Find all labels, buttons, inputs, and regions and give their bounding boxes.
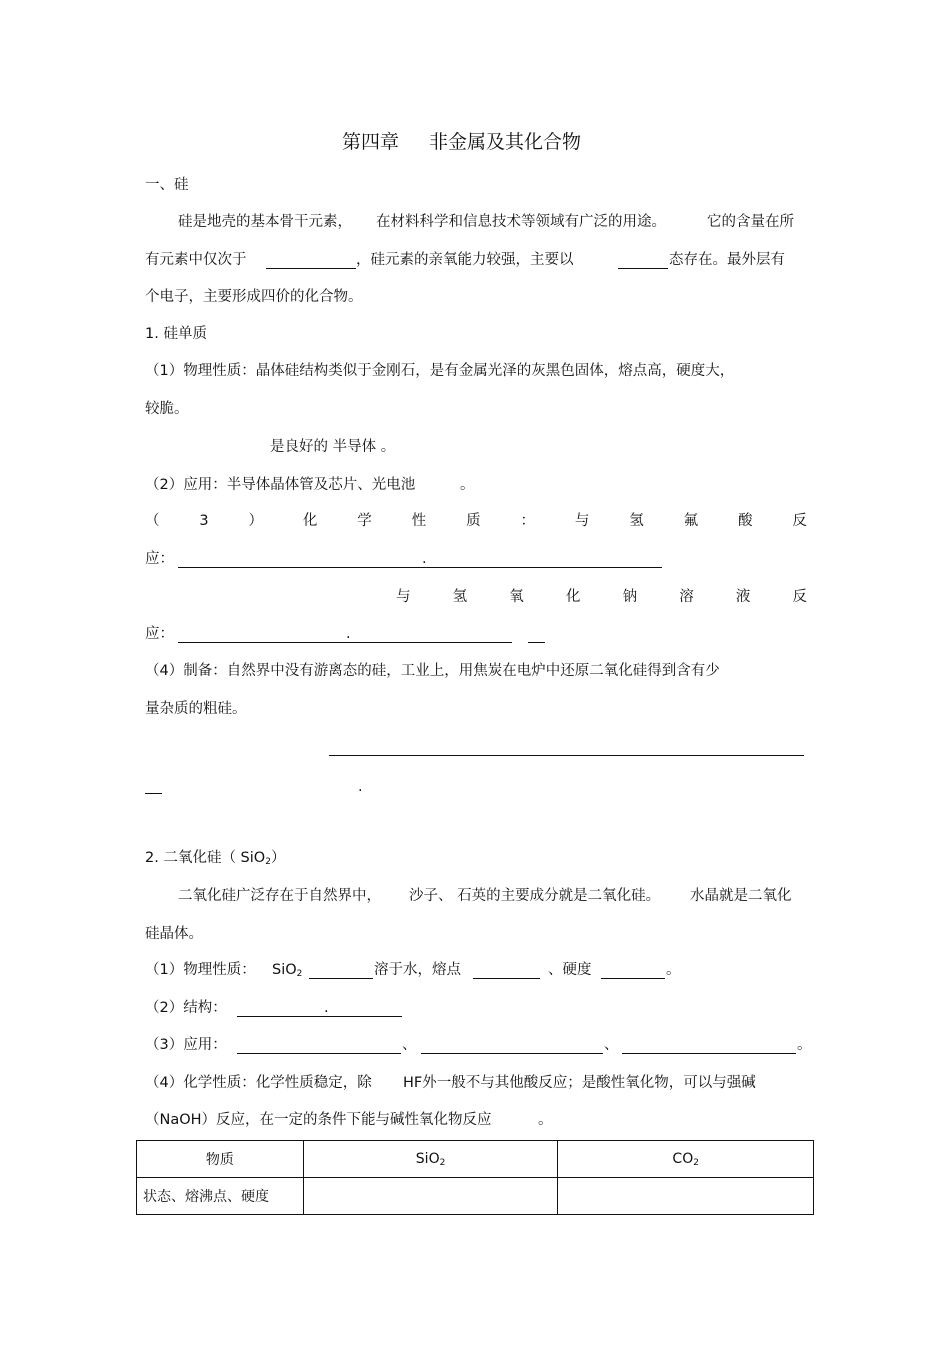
chemical-properties-hf [145,512,807,530]
sio2-chemical-naoh: （NaOH）反应，在一定的条件下能与碱性氧化物反应 [145,1112,492,1128]
char: 溶 [679,589,694,605]
char: 化 [565,589,581,605]
section-heading-sio2 [145,849,285,871]
intro-line-1a: 硅是地壳的基本骨干元素， [178,214,352,230]
blank-application-1[interactable] [237,1053,401,1054]
blank-preparation-tail[interactable] [145,793,162,794]
sio2-intro-4: 硅晶体。 [145,926,203,942]
sio2-heading-text: 2. 二氧化硅（ SiO [145,850,266,866]
blank-melting-point[interactable] [473,978,540,979]
blank-application-3[interactable] [622,1053,796,1054]
sio2-physical-label: （1）物理性质： [145,962,256,978]
preparation-dot: . [358,779,363,795]
char: 反 [792,589,807,605]
hf-dot: . [422,551,427,567]
char: 酸 [738,513,753,529]
char: 质 [466,513,481,529]
sio2-application-label: （3）应用： [145,1037,227,1053]
char: 3 [199,513,209,529]
sio2-intro-2: 沙子、 石英的主要成分就是二氧化硅。 [409,888,661,904]
char: 氧 [509,589,524,605]
sio2-structure-label: （2）结构： [145,1000,227,1016]
blank-second-element[interactable] [266,268,356,269]
applications: （2）应用：半导体晶体管及芯片、光电池 [145,477,416,493]
table-header-row [137,1141,814,1178]
reaction-label-naoh: 应： [145,626,174,642]
blank-application-2[interactable] [421,1053,603,1054]
blank-hardness[interactable] [601,978,665,979]
semiconductor-note: 是良好的 半导体 。 [270,439,396,455]
char: 氢 [629,513,644,529]
sio2-formula-subscript: 2 [296,969,303,979]
structure-dot: . [324,1000,329,1016]
cell-sio2-properties[interactable] [303,1178,558,1215]
intro-line-1c: 它的含量在所 [707,214,794,230]
blank-preparation-equation[interactable] [329,755,804,756]
table-row [137,1178,814,1215]
char: 氟 [683,513,699,529]
blank-hf-equation[interactable] [178,567,662,568]
sio2-chemical-hf: HF外一般不与其他酸反应；是酸性氧化物，可以与强碱 [403,1075,756,1091]
sio2-heading-subscript: 2 [265,857,271,867]
header-co2 [558,1141,814,1178]
chapter-name: 非金属及其化合物 [429,131,582,153]
preparation-cont: 量杂质的粗硅。 [145,701,247,717]
blank-naoh-tail[interactable] [528,642,545,643]
application-sep-1: 、 [402,1037,417,1053]
sio2-physical-end: 。 [666,962,681,978]
sio2-physical-hardness: 、硬度 [548,962,592,978]
char: 学 [357,513,372,529]
chemical-properties-naoh [396,588,807,606]
reaction-label-hf: 应： [145,551,174,567]
char: （ [145,513,160,529]
sio2-physical-mid: 溶于水，熔点 [374,962,461,978]
header-co2-subscript: 2 [693,1157,699,1168]
sio2-chemical-label: （4）化学性质：化学性质稳定，除 [145,1075,372,1091]
naoh-dot: . [346,626,351,642]
applications-end: 。 [460,477,475,493]
char: 性 [411,513,427,529]
subheading-silicon-element: 1. 硅单质 [145,326,207,342]
header-sio2 [303,1141,558,1178]
char: 液 [735,589,751,605]
blank-structure[interactable] [237,1016,402,1017]
preparation: （4）制备：自然界中没有游离态的硅，工业上，用焦炭在电炉中还原二氧化硅得到含有少 [145,663,720,679]
char: ： [520,513,535,529]
header-sio2-subscript: 2 [439,1157,446,1168]
comparison-table [136,1140,814,1215]
chapter-number: 第四章 [342,131,400,153]
blank-state[interactable] [618,268,668,269]
chapter-title [342,130,581,154]
physical-properties-cont: 较脆。 [145,401,189,417]
char: ） [248,513,264,529]
char: 与 [574,513,590,529]
char: 与 [396,589,411,605]
section-heading-silicon: 一、硅 [145,177,189,193]
physical-properties: （1）物理性质：晶体硅结构类似于金刚石，是有金属光泽的灰黑色固体，熔点高，硬度大， [145,363,735,379]
application-sep-2: 、 [604,1037,619,1053]
header-co2-text: CO [672,1150,694,1167]
header-substance: 物质 [137,1141,304,1178]
char: 氢 [452,589,468,605]
char: 化 [302,513,318,529]
blank-naoh-equation[interactable] [178,642,512,643]
sio2-physical-formula [272,961,302,983]
cell-co2-properties[interactable] [558,1178,814,1215]
sio2-formula: SiO [272,962,297,978]
row-label-properties: 状态、熔沸点、硬度 [137,1178,304,1215]
intro-line-1b: 在材料科学和信息技术等领域有广泛的用途。 [376,214,666,230]
char: 反 [792,513,807,529]
sio2-heading-end: ） [270,850,286,866]
char: 钠 [622,589,638,605]
sio2-chemical-end: 。 [538,1112,553,1128]
intro-line-2a: 有元素中仅次于 [145,252,247,268]
intro-line-2b: ，硅元素的亲氧能力较强，主要以 [356,252,574,268]
application-end: 。 [797,1037,812,1053]
sio2-intro-3: 水晶就是二氧化 [690,888,792,904]
intro-line-3: 个电子，主要形成四价的化合物。 [145,289,363,305]
intro-line-2c: 态存在。最外层有 [669,252,785,268]
sio2-intro-1: 二氧化硅广泛存在于自然界中， [178,888,381,904]
header-sio2-text: SiO [415,1150,440,1167]
blank-solubility[interactable] [309,978,373,979]
